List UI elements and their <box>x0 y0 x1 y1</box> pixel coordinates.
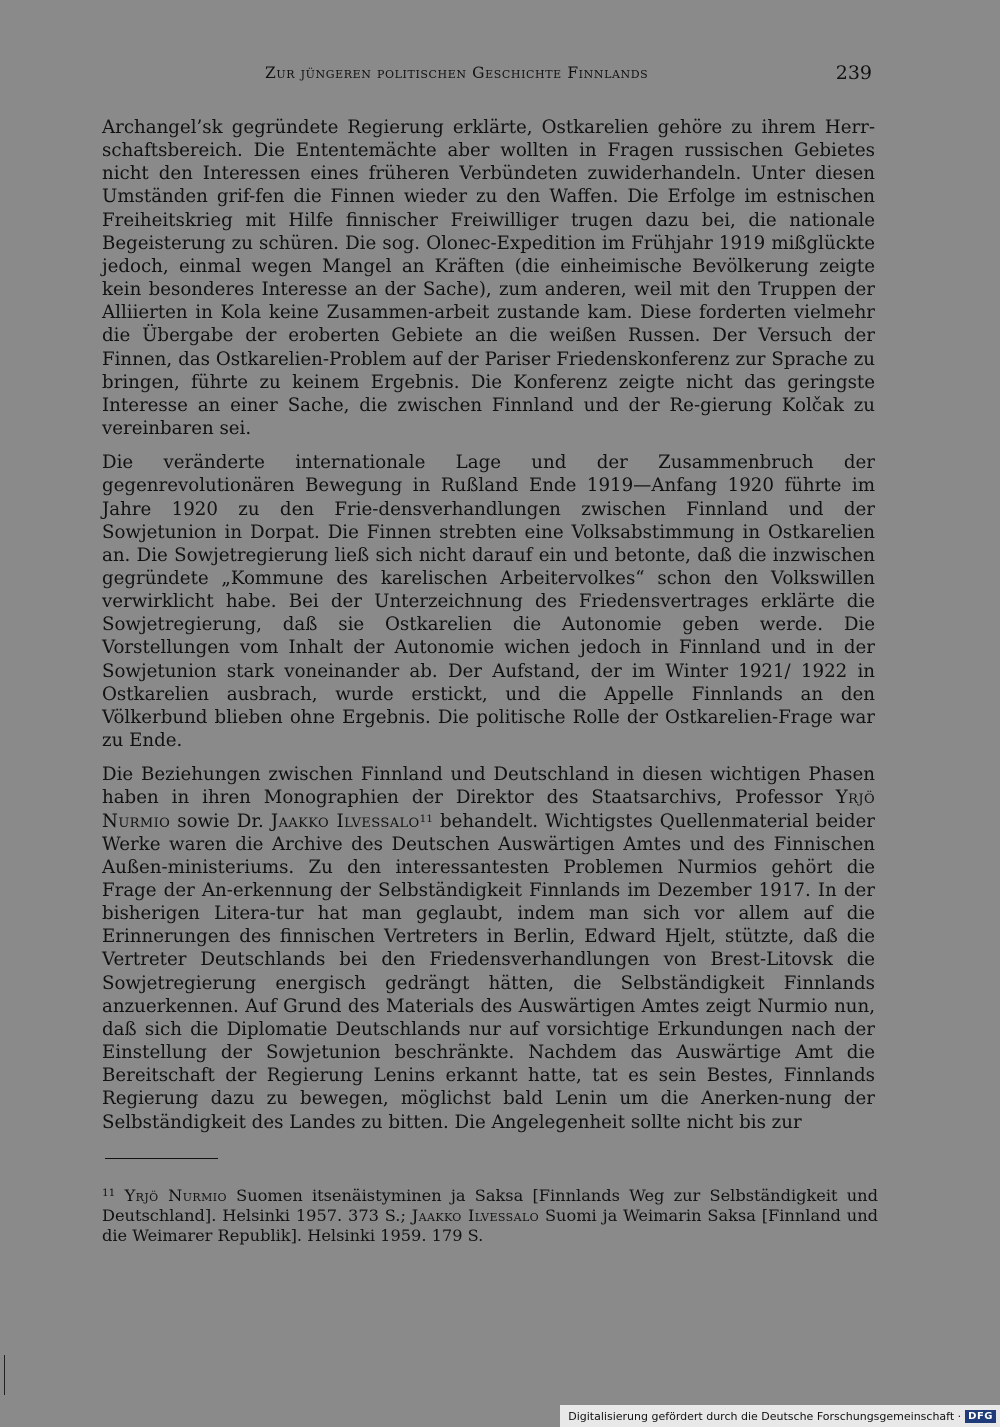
body-text <box>102 116 875 1145</box>
page-number: 239 <box>835 62 872 84</box>
footnote-author-nurmio: Yrjö Nurmio <box>124 1186 227 1205</box>
author-name-nurmio: Yrjö Nurmio <box>102 787 875 832</box>
footnote-mark: 11 <box>102 1187 116 1199</box>
credit-text: Digitalisierung gefördert durch die Deutsche Forschungsgemeinschaft · <box>568 1409 962 1423</box>
footnote-11 <box>102 1186 878 1246</box>
paragraph-3-part-a: Die Beziehungen zwischen Finnland und Deutschland in diesen wichtigen Phasen haben in ihren Monographien der Direktor des Staatsarchivs, Professor <box>102 764 875 809</box>
footnote-author-ilvessalo: Jaakko Ilvessalo <box>411 1206 540 1225</box>
dfg-logo-icon: DFG <box>965 1410 996 1423</box>
footnote-reference: 11 <box>419 812 433 825</box>
scan-edge-mark <box>4 1355 5 1395</box>
running-head: Zur jüngeren politischen Geschichte Finnlands <box>265 64 649 82</box>
paragraph-3 <box>102 763 875 1134</box>
author-name-ilvessalo: Jaakko Ilvessalo <box>270 810 420 832</box>
paragraph-1: Archangel’sk gegründete Regierung erklärte, Ostkarelien gehöre zu ihrem Herr-schaftsbereich. Die Ententemächte aber wollten in Fragen russischen Gebietes nicht den Interessen eines früheren Verbündeten zuwiderhandeln. Unter diesen Umständen grif-fen die Finnen wieder zu den Waffen. Die Erfolge im estnischen Freiheitskrieg mit Hilfe finnischer Freiwilliger trugen dazu bei, die nationale Begeisterung zu schüren. Die sog. Olonec-Expedition im Frühjahr 1919 mißglückte jedoch, einmal wegen Mangel an Kräften (die einheimische Bevölkerung zeigte kein besonderes Interesse an der Sache), zum anderen, weil mit den Truppen der Alliierten in Kola keine Zusammen-arbeit zustande kam. Diese forderten vielmehr die Übergabe der eroberten Gebiete an die weißen Russen. Der Versuch der Finnen, das Ostkarelien-Problem auf der Pariser Friedenskonferenz zur Sprache zu bringen, führte zu keinem Ergebnis. Die Konferenz zeigte nicht das geringste Interesse an einer Sache, die zwischen Finnland und der Re-gierung Kolčak zu vereinbaren sei. <box>102 117 875 440</box>
footnote-text-1: Suomen itsenäistyminen ja Saksa [Finnlands Weg zur Selbständigkeit und Deutschland]. Helsinki 1957. 373 S.; <box>102 1186 878 1225</box>
paragraph-3-part-c: behandelt. Wichtigstes Quellenmaterial beider Werke waren die Archive des Deutschen Auswärtigen Amtes und des Finnischen Außen-ministeriums. Zu den interessantesten Problemen Nurmios gehört die Frage der An-erkennung der Selbständigkeit Finnlands im Dezember 1917. In der bisherigen Litera-tur hat man geglaubt, indem man sich vor allem auf die Erinnerungen des finnischen Vertreters in Berlin, Edward Hjelt, stützte, daß die Vertreter Deutschlands bei den Friedensverhandlungen von Brest-Litovsk die Sowjetregierung energisch gedrängt hätten, die Selbständigkeit Finnlands anzuerkennen. Auf Grund des Materials des Auswärtigen Amtes zeigt Nurmio nun, daß sich die Diplomatie Deutschlands nur auf vorsichtige Erkundungen nach der Einstellung der Sowjetunion beschränkte. Nachdem das Auswärtige Amt die Bereitschaft der Regierung Lenins erkannt hatte, tat es sein Bestes, Finnlands Regierung dazu zu bewegen, möglichst bald Lenin um die Anerken-nung der Selbständigkeit des Landes zu bitten. Die Angelegenheit sollte nicht bis zur <box>102 810 875 1133</box>
paragraph-2: Die veränderte internationale Lage und der Zusammenbruch der gegenrevolutionären Bewegung in Rußland Ende 1919—Anfang 1920 führte im Jahre 1920 zu den Frie-densverhandlungen zwischen Finnland und der Sowjetunion in Dorpat. Die Finnen strebten eine Volksabstimmung in Ostkarelien an. Die Sowjetregierung ließ sich nicht darauf ein und betonte, daß die inzwischen gegründete „Kommune des karelischen Arbeitervolkes“ schon den Volkswillen verwirklicht habe. Bei der Unterzeichnung des Friedensvertrages erklärte die Sowjetregierung, daß sie Ostkarelien die Autonomie geben werde. Die Vorstellungen vom Inhalt der Autonomie wichen jedoch in Finnland und in der Sowjetunion stark voneinander ab. Der Aufstand, der im Winter 1921/ 1922 in Ostkarelien ausbrach, wurde erstickt, und die Appelle Finnlands an den Völkerbund blieben ohne Ergebnis. Die politische Rolle der Ostkarelien-Frage war zu Ende. <box>102 452 875 752</box>
footnote-rule <box>105 1158 218 1159</box>
footnote-text-2: Suomi ja Weimarin Saksa [Finnland und die Weimarer Republik]. Helsinki 1959. 179 S. <box>102 1206 878 1245</box>
digitization-credit <box>560 1405 1000 1427</box>
paragraph-3-part-b: sowie Dr. <box>177 810 264 832</box>
